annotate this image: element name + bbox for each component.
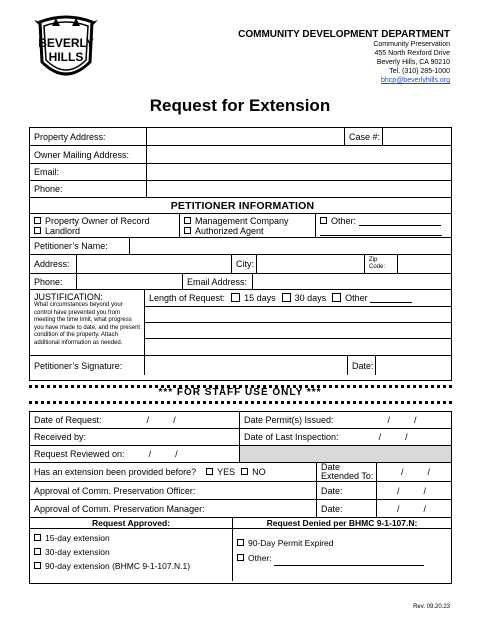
- option-label: 90-day extension (BHMC 9-1-107.N.1): [45, 561, 191, 571]
- department-block: [238, 29, 450, 85]
- division-name: Community Preservation: [373, 41, 450, 48]
- option-denied-other[interactable]: [237, 551, 451, 566]
- property-address-row: [30, 128, 451, 146]
- mailing-address-label: Owner Mailing Address:: [34, 149, 130, 160]
- zip-label-line2: Code:: [369, 264, 386, 270]
- zip-field[interactable]: [398, 255, 451, 273]
- checkbox[interactable]: [34, 227, 41, 234]
- petitioner-name-field[interactable]: [130, 238, 451, 254]
- checkbox[interactable]: [206, 468, 213, 475]
- staff-form: [29, 411, 452, 584]
- property-address-field[interactable]: [147, 128, 345, 145]
- shaded-cell: [240, 446, 451, 462]
- other-role-field[interactable]: [359, 218, 441, 226]
- option-30-days[interactable]: [282, 293, 327, 303]
- petitioner-address-field[interactable]: [77, 255, 232, 273]
- date-slash: /: [175, 449, 178, 459]
- date-slash: /: [387, 415, 391, 425]
- property-address-label: Property Address:: [34, 131, 106, 142]
- signature-label: Petitioner’s Signature:: [34, 360, 123, 371]
- date-extended-label-1: Date: [321, 462, 341, 472]
- checkbox[interactable]: [34, 548, 41, 555]
- petitioner-address-label: Address:: [34, 259, 70, 269]
- mailing-address-field[interactable]: [147, 146, 451, 163]
- petitioner-name-label: Petitioner’s Name:: [34, 241, 108, 251]
- option-label: 30 days: [294, 292, 327, 303]
- city-field[interactable]: [257, 255, 365, 273]
- owner-phone-field[interactable]: [147, 181, 451, 197]
- department-email-link[interactable]: bhcp@beverlyhills.org: [381, 77, 450, 84]
- justification-row: [30, 290, 451, 356]
- manager-date-label: Date:: [321, 503, 343, 514]
- date-extended-label-2: Extended To:: [321, 471, 374, 481]
- received-by-label: Received by:: [34, 432, 87, 442]
- length-label: Length of Request:: [149, 293, 226, 303]
- reviewed-on-label: Request Reviewed on:: [34, 449, 125, 459]
- department-phone: Tel. (310) 285-1000: [389, 68, 450, 75]
- date-slash: /: [378, 432, 382, 442]
- denied-header: Request Denied per BHMC 9-1-107.N:: [233, 518, 451, 529]
- logo-text-top: BEVERLY: [38, 36, 94, 50]
- form-title: Request for Extension: [149, 96, 331, 115]
- last-inspection-label: Date of Last Inspection:: [244, 432, 339, 442]
- checkbox[interactable]: [237, 539, 244, 546]
- petitioner-address-row: [30, 255, 451, 274]
- mailing-address-row: [30, 146, 451, 164]
- option-no[interactable]: [241, 467, 266, 477]
- option-label: 15-day extension: [45, 533, 110, 543]
- petitioner-name-row: [30, 238, 451, 255]
- owner-email-field[interactable]: [147, 164, 451, 180]
- checkbox[interactable]: [184, 217, 191, 224]
- date-slash: /: [401, 467, 404, 477]
- signature-date-label: Date:: [352, 360, 374, 371]
- option-15-days[interactable]: [231, 293, 276, 303]
- option-label: 30-day extension: [45, 547, 110, 557]
- petitioner-phone-label: Phone:: [34, 276, 63, 287]
- owner-email-label: Email:: [34, 167, 60, 177]
- owner-phone-label: Phone:: [34, 184, 63, 194]
- checkbox[interactable]: [237, 554, 244, 561]
- approval-manager-label: Approval of Comm. Preservation Manager:: [34, 503, 205, 514]
- date-slash: /: [173, 415, 176, 425]
- date-permit-issued-label: Date Permit(s) Issued:: [244, 415, 334, 425]
- option-approved-15[interactable]: [34, 531, 232, 545]
- option-label: 90-Day Permit Expired: [248, 538, 334, 548]
- case-number-label: Case #:: [349, 131, 381, 142]
- option-label: Landlord: [45, 225, 81, 236]
- department-name: COMMUNITY DEVELOPMENT DEPARTMENT: [238, 29, 450, 40]
- date-slash: /: [423, 485, 427, 496]
- option-other[interactable]: [320, 216, 441, 226]
- staff-received-row: [30, 429, 451, 446]
- staff-prior-extension-row: [30, 463, 451, 482]
- option-label: Other:: [248, 553, 272, 563]
- prior-extension-label: Has an extension been provided before?: [34, 467, 197, 477]
- petitioner-phone-row: [30, 274, 451, 290]
- checkbox[interactable]: [34, 217, 41, 224]
- signature-field[interactable]: [145, 356, 348, 375]
- justification-field[interactable]: [145, 290, 451, 355]
- option-label: Other:: [331, 215, 357, 226]
- date-slash: /: [397, 503, 400, 514]
- date-slash: /: [423, 503, 427, 514]
- justification-label: JUSTIFICATION:: [34, 292, 103, 302]
- option-authorized-agent[interactable]: [184, 226, 264, 236]
- street-address: 455 North Rexford Drive: [374, 50, 450, 57]
- revision-label: Rev. 09.20.23: [413, 604, 450, 610]
- option-landlord[interactable]: [34, 226, 80, 236]
- approved-header: Request Approved:: [30, 518, 232, 529]
- petitioner-email-field[interactable]: [253, 274, 451, 289]
- date-slash: /: [414, 415, 417, 425]
- petitioner-email-label: Email Address:: [187, 276, 248, 287]
- checkbox[interactable]: [184, 227, 191, 234]
- option-denied-90[interactable]: [237, 536, 451, 551]
- case-number-field[interactable]: [383, 128, 451, 145]
- petitioner-phone-field[interactable]: [77, 274, 183, 289]
- date-of-request-label: Date of Request:: [34, 415, 102, 425]
- option-property-owner[interactable]: [34, 216, 150, 226]
- petitioner-role-row: [30, 214, 451, 238]
- staff-section-title: *** FOR STAFF USE ONLY ***: [158, 387, 322, 398]
- owner-phone-row: [30, 181, 451, 198]
- option-approved-30[interactable]: [34, 545, 232, 559]
- option-label: 15 days: [244, 292, 276, 303]
- staff-reviewed-row: [30, 446, 451, 463]
- other-role-field-2[interactable]: [320, 228, 442, 236]
- petitioner-section-title: PETITIONER INFORMATION: [170, 199, 315, 212]
- date-slash: /: [146, 415, 150, 425]
- approval-officer-label: Approval of Comm. Preservation Officer:: [34, 485, 196, 496]
- checkbox[interactable]: [241, 468, 248, 475]
- other-length-field[interactable]: [370, 295, 412, 303]
- logo-text-bottom: HILLS: [48, 50, 84, 64]
- divider-bottom: [29, 401, 452, 405]
- option-label: YES: [217, 467, 236, 477]
- option-label: Property Owner of Record: [45, 215, 150, 226]
- checkbox[interactable]: [34, 562, 41, 569]
- checkbox[interactable]: [332, 293, 341, 302]
- option-label: Management Company: [195, 215, 289, 226]
- justification-help: What circumstances beyond your control have prevented you from meeting the time limit, what progress you have made to date, and the present condition of the property. Attach additional information as needed.: [34, 302, 141, 346]
- date-slash: /: [405, 432, 408, 442]
- checkbox[interactable]: [231, 293, 240, 302]
- option-label: Other: [345, 292, 368, 303]
- city-label: City:: [236, 259, 254, 269]
- owner-email-row: [30, 164, 451, 181]
- checkbox[interactable]: [282, 293, 291, 302]
- option-yes[interactable]: [206, 467, 235, 477]
- beverly-hills-logo: [30, 14, 102, 86]
- option-other-length[interactable]: [332, 293, 412, 303]
- city-address: Beverly Hills, CA 90210: [376, 59, 450, 66]
- petitioner-section-header: [30, 198, 451, 214]
- signature-date-field[interactable]: [376, 356, 451, 375]
- checkbox[interactable]: [34, 534, 41, 541]
- signature-row: [30, 356, 451, 375]
- petitioner-form: [29, 127, 452, 381]
- option-label: Authorized Agent: [195, 225, 264, 236]
- checkbox[interactable]: [320, 217, 327, 224]
- officer-date-label: Date:: [321, 485, 343, 496]
- denied-other-field[interactable]: [274, 558, 424, 566]
- staff-manager-row: [30, 500, 451, 518]
- option-management-company[interactable]: [184, 216, 289, 226]
- date-slash: /: [397, 485, 400, 496]
- staff-decision-row: [30, 518, 451, 581]
- option-approved-90[interactable]: [34, 559, 232, 573]
- zip-label-line1: Zip: [369, 257, 378, 263]
- staff-dates-row: [30, 412, 451, 429]
- date-slash: /: [148, 449, 152, 459]
- staff-officer-row: [30, 482, 451, 500]
- option-label: NO: [252, 467, 266, 477]
- date-slash: /: [427, 467, 431, 477]
